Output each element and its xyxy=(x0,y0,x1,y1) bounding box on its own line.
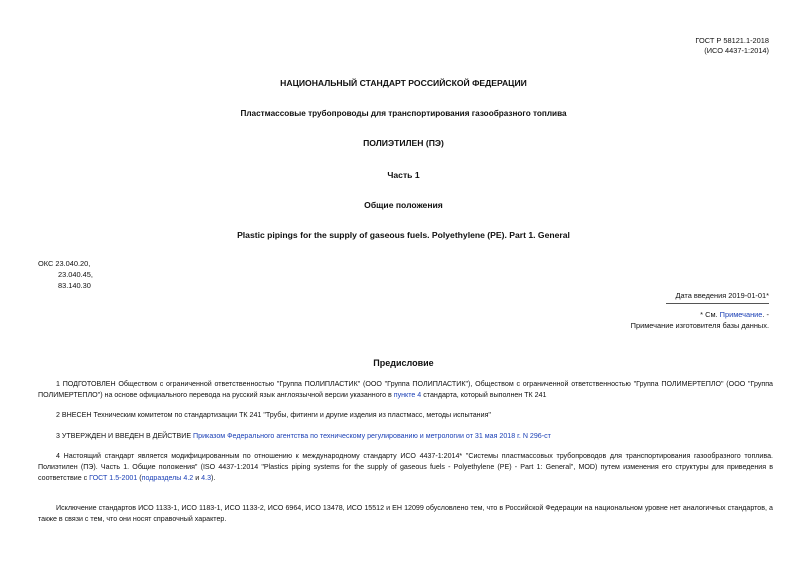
footnote-note: Примечание изготовителя базы данных. xyxy=(630,321,769,330)
oks-code-3: 83.140.30 xyxy=(58,281,91,290)
gost-1-5-link[interactable]: ГОСТ 1.5-2001 xyxy=(89,474,138,482)
standard-material: ПОЛИЭТИЛЕН (ПЭ) xyxy=(363,138,444,148)
oks-code-2: 23.040.45, xyxy=(58,270,93,279)
subsection-4-2-link[interactable]: подразделы 4.2 xyxy=(141,474,194,482)
national-standard-title: НАЦИОНАЛЬНЫЙ СТАНДАРТ РОССИЙСКОЙ ФЕДЕРАЦИИ xyxy=(280,78,527,88)
footnote-link[interactable]: Примечание xyxy=(719,310,763,319)
subsection-4-3-link[interactable]: 4.3 xyxy=(201,474,212,482)
introduction-date: Дата введения 2019-01-01* xyxy=(675,291,769,300)
preface-paragraph-5: Исключение стандартов ИСО 1133-1, ИСО 1183-1, ИСО 1133-2, ИСО 6964, ИСО 13478, ИСО 15512 и ЕН 12099 обусловлено тем, что в Российской Федерации на национальном уровне нет аналогичных стандартов, а также в связи с тем, что они носят справочный характер. xyxy=(38,504,773,523)
order-link[interactable]: Приказом Федерального агентства по техническому регулированию и метрологии от 31 мая 2018 г. N 296-ст xyxy=(193,432,551,440)
clause-4-link[interactable]: пункте 4 xyxy=(393,391,422,399)
oks-code-1: ОКС 23.040.20, xyxy=(38,259,91,268)
preface-heading: Предисловие xyxy=(373,358,434,368)
iso-code: (ИСО 4437-1:2014) xyxy=(704,46,769,55)
standard-section: Общие положения xyxy=(364,200,443,210)
document-code: ГОСТ Р 58121.1-2018 xyxy=(695,36,769,45)
preface-paragraph-1: 1 ПОДГОТОВЛЕН Обществом с ограниченной ответственностью "Группа ПОЛИПЛАСТИК" (ООО "Группа ПОЛИПЛАСТИК"), Обществом с ограниченной ответственностью "Группа ПОЛИМЕРТЕПЛО" (ООО "Группа ПОЛИМЕРТЕПЛО") на основе официального перевода на русский язык англоязычной версии указанного в пункте 4 стандарта, который выполнен ТК 241 xyxy=(38,380,773,399)
english-title: Plastic pipings for the supply of gaseous fuels. Polyethylene (PE). Part 1. General xyxy=(237,230,570,240)
standard-subject: Пластмассовые трубопроводы для транспортирования газообразного топлива xyxy=(240,109,567,118)
preface-paragraph-4: 4 Настоящий стандарт является модифицированным по отношению к международному стандарту ИСО 4437-1:2014* "Системы пластмассовых трубопроводов для транспортирования газообразного топлива. Полиэтилен (ПЭ). Часть 1. Общие положения" (ISO 4437-1:2014 "Plastics piping systems for the supply of gaseous fuels - Polyethylene (PE) - Part 1: General", MOD) путем изменения его структуры для приведения в соответствие с ГОСТ 1.5-2001 (подразделы 4.2 и 4.3). xyxy=(38,452,773,482)
preface-paragraph-2: 2 ВНЕСЕН Техническим комитетом по стандартизации ТК 241 "Трубы, фитинги и другие изделия из пластмасс, методы испытания" xyxy=(56,411,491,419)
footnote-divider xyxy=(666,303,769,304)
preface-paragraph-3: 3 УТВЕРЖДЕН И ВВЕДЕН В ДЕЙСТВИЕ Приказом Федерального агентства по техническому регулированию и метрологии от 31 мая 2018 г. N 296-ст xyxy=(56,432,551,440)
standard-part: Часть 1 xyxy=(387,170,420,180)
footnote: * См. Примечание. - xyxy=(700,310,769,319)
